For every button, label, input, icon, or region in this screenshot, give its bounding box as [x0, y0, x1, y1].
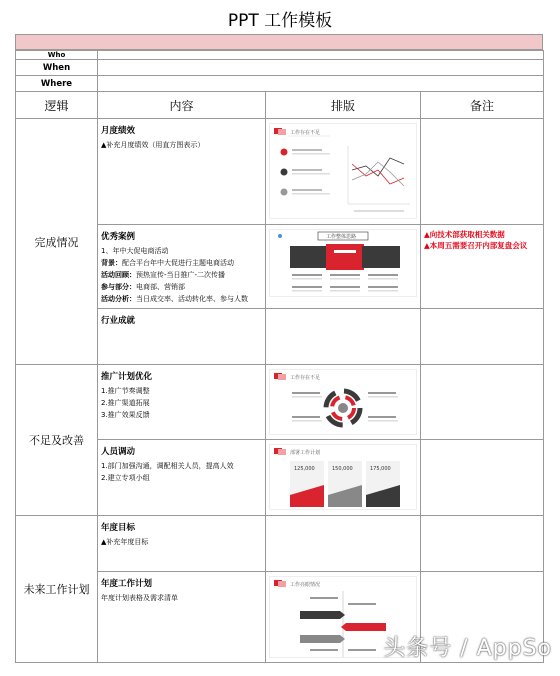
cell-note-3[interactable]	[421, 309, 544, 365]
cell-note-2[interactable]	[421, 225, 544, 309]
thumb-title: 工作存在不足	[290, 130, 321, 136]
row-line: 年度计划表格及需求清单	[101, 594, 178, 602]
cycle-slide-graphic	[270, 370, 417, 435]
header-logic: 逻辑	[16, 92, 98, 119]
cell-monthly-performance[interactable]	[98, 119, 266, 225]
stat-number: 175,000	[370, 466, 391, 472]
row-heading: 推广计划优化	[101, 372, 153, 382]
where-label: Where	[16, 76, 98, 92]
header-layout: 排版	[266, 92, 421, 119]
where-row	[16, 76, 544, 92]
header-band	[15, 34, 543, 50]
line-chart-slide-graphic	[270, 124, 417, 219]
slide-thumbnail[interactable]	[269, 369, 417, 435]
cell-note-1[interactable]	[421, 119, 544, 225]
cell-layout-1[interactable]	[266, 119, 421, 225]
header-content: 内容	[98, 92, 266, 119]
cell-note-6[interactable]	[421, 516, 544, 572]
note-line: ▲本周五需要召开内部复盘会议	[424, 241, 528, 250]
when-label: When	[16, 60, 98, 76]
header-notes: 备注	[421, 92, 544, 119]
stats-slide-graphic	[270, 445, 417, 510]
cell-note-5[interactable]	[421, 440, 544, 516]
row-line: 背景：配合平台年中大促进行主题电商活动	[101, 259, 234, 267]
row-line: 参与部分：电商部、营销部	[101, 283, 185, 291]
slide-thumbnail[interactable]	[269, 123, 417, 219]
row-line: 1、年中大促电商活动	[101, 247, 169, 255]
section-future-plan: 未来工作计划	[16, 516, 98, 663]
thumb-title: 工作存在不足	[290, 375, 321, 381]
slide-thumbnail[interactable]	[269, 229, 417, 297]
when-value[interactable]	[98, 60, 544, 76]
row-line: ▲补充月度绩效（用直方图表示）	[101, 141, 205, 149]
row-line: 1.推广节奏调整	[101, 387, 150, 395]
cell-promotion-plan[interactable]	[98, 365, 266, 440]
cell-layout-4[interactable]	[266, 365, 421, 440]
row-line: 活动分析：当日成交率、活动转化率、参与人数	[101, 295, 248, 303]
section-completion: 完成情况	[16, 119, 98, 365]
row-heading: 人员调动	[101, 447, 136, 457]
cell-annual-work-plan[interactable]	[98, 572, 266, 663]
cards-slide-graphic	[270, 230, 417, 297]
row-heading: 行业成就	[101, 316, 136, 326]
cell-layout-3[interactable]	[266, 309, 421, 365]
cell-layout-6[interactable]	[266, 516, 421, 572]
row-line: ▲补充年度目标	[101, 538, 149, 546]
table-row	[16, 365, 544, 440]
row-line: 1.部门加强沟通，调配相关人员，提高人效	[101, 462, 234, 470]
cell-annual-goal[interactable]	[98, 516, 266, 572]
watermark: 头条号 / AppSo	[383, 636, 552, 661]
note-line: ▲向技术部获取相关数据	[424, 230, 505, 239]
row-line: 2.建立专项小组	[101, 474, 150, 482]
thumb-title: 工作整体思路	[326, 234, 357, 240]
stat-number: 150,000	[332, 466, 353, 472]
when-row	[16, 60, 544, 76]
row-line: 活动回顾：预热宣传-当日推广-二次传播	[101, 271, 226, 279]
cell-note-4[interactable]	[421, 365, 544, 440]
cell-staff-transfer[interactable]	[98, 440, 266, 516]
column-header-row	[16, 92, 544, 119]
row-heading: 优秀案例	[101, 232, 136, 242]
cell-industry-achievement[interactable]	[98, 309, 266, 365]
cell-layout-5[interactable]	[266, 440, 421, 516]
table-row	[16, 516, 544, 572]
cell-excellent-case[interactable]	[98, 225, 266, 309]
who-label: Who	[16, 51, 98, 60]
row-heading: 月度绩效	[101, 126, 136, 136]
row-heading: 年度工作计划	[101, 579, 153, 589]
section-improvement: 不足及改善	[16, 365, 98, 516]
template-table	[15, 50, 543, 663]
who-row	[16, 51, 544, 60]
thumb-title: 部署工作计划	[290, 450, 321, 456]
where-value[interactable]	[98, 76, 544, 92]
row-line: 3.推广效果反馈	[101, 411, 150, 419]
thumb-title: 工作亮眼情况	[290, 582, 321, 588]
row-heading: 年度目标	[101, 523, 136, 533]
cell-layout-2[interactable]	[266, 225, 421, 309]
who-value[interactable]	[98, 51, 544, 60]
slide-thumbnail[interactable]	[269, 444, 417, 510]
page-title: PPT 工作模板	[227, 11, 333, 31]
table-row	[16, 119, 544, 225]
row-line: 2.推广渠道拓展	[101, 399, 150, 407]
stat-number: 125,000	[294, 466, 315, 472]
